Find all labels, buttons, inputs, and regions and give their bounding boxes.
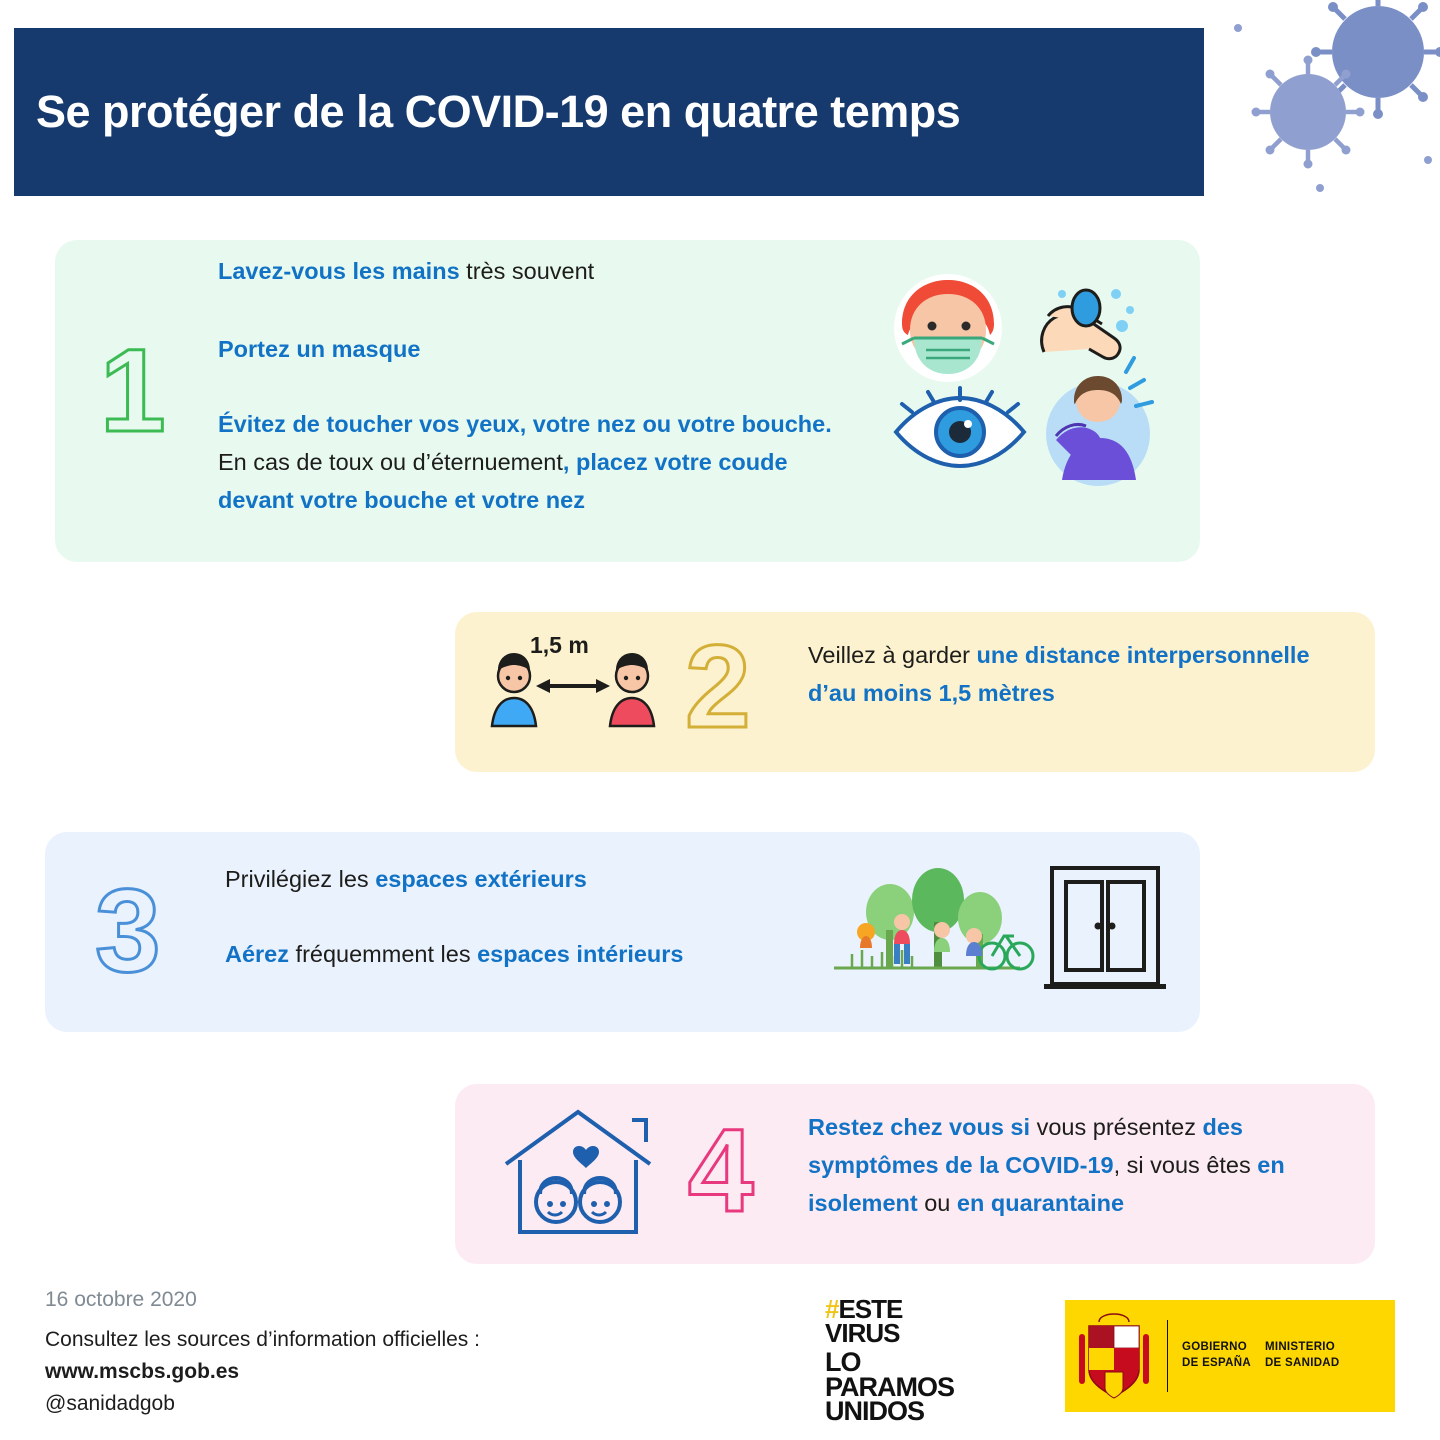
handwashing-icon — [1042, 289, 1134, 359]
step-1-illustrations — [880, 268, 1170, 498]
step-1-line-1 — [218, 252, 858, 290]
step-1-line-3-bold-a: Évitez de toucher vos yeux, votre nez ou votre bouche. — [218, 411, 832, 437]
eye-icon — [896, 388, 1024, 466]
step-1-line-3 — [218, 405, 858, 519]
step-4-bold-b: des symptômes de la COVID-19 — [808, 1114, 1243, 1179]
stay-home-icon — [506, 1112, 650, 1232]
step-3-illustrations — [830, 860, 1170, 1000]
header-banner — [14, 28, 1204, 196]
step-4-number: 4 — [688, 1105, 754, 1237]
step-4-bold-c: en isolement — [808, 1152, 1285, 1217]
open-window-icon — [1044, 868, 1166, 989]
step-2-plain: Veillez à garder — [808, 642, 977, 668]
sneeze-into-elbow-icon — [1046, 358, 1152, 486]
spain-coat-of-arms-icon — [1075, 1310, 1153, 1402]
gov-name — [1182, 1340, 1251, 1371]
official-website-link[interactable]: www.mscbs.gob.es — [45, 1360, 240, 1383]
campaign-hash: # — [825, 1294, 839, 1324]
campaign-line-4: PARAMOS — [825, 1371, 955, 1402]
page-title: Se protéger de la COVID-19 en quatre temps — [36, 86, 961, 137]
step-4-plain-a: vous présentez — [1030, 1114, 1203, 1140]
distance-label: 1,5 m — [530, 632, 589, 658]
government-logo — [1065, 1300, 1395, 1412]
step-2-text — [808, 636, 1328, 712]
step-1-line-3-bold-b: , placez votre coude devant votre bouche et votre nez — [218, 449, 788, 514]
step-3-line-2-bold-a: Aérez — [225, 941, 290, 967]
person-with-mask-icon — [894, 274, 1002, 382]
ministry-name-line-2: DE SANIDAD — [1264, 1357, 1340, 1369]
step-3-line-2 — [225, 935, 785, 973]
park-outdoors-icon — [834, 868, 1033, 969]
step-3-line-1-plain: Privilégiez les — [225, 866, 376, 892]
step-1-line-2 — [218, 330, 858, 368]
step-2-illustration — [480, 630, 670, 750]
campaign-logo — [825, 1294, 1010, 1427]
step-3-line-1 — [225, 860, 785, 898]
step-3-number: 3 — [95, 865, 161, 997]
step-4-plain-b: , si vous êtes — [1113, 1152, 1258, 1179]
campaign-line-3: LO — [825, 1346, 861, 1377]
step-1-line-1-bold: Lavez-vous les mains — [218, 258, 460, 284]
step-4-text — [808, 1108, 1368, 1222]
step-4-illustration — [490, 1098, 680, 1248]
logo-divider — [1167, 1320, 1168, 1392]
step-1-line-1-rest: très souvent — [459, 258, 595, 284]
gov-name-line-1: GOBIERNO — [1182, 1341, 1248, 1354]
social-handle[interactable]: @sanidadgob — [45, 1392, 175, 1415]
step-2-number: 2 — [685, 621, 751, 753]
step-2-bold: une distance interpersonnelle d’au moins 1,5 mètres — [808, 642, 1310, 707]
gov-name-line-2: DE ESPAÑA — [1182, 1357, 1251, 1369]
step-4-bold-a: Restez chez vous si — [808, 1114, 1031, 1140]
step-1-line-3-plain: En cas de toux ou d’éternuement — [218, 449, 563, 476]
step-4-plain-c: ou — [917, 1190, 957, 1217]
step-3-line-2-bold-b: espaces intérieurs — [477, 941, 684, 967]
campaign-line-2: VIRUS — [825, 1317, 900, 1348]
two-people-distance-icon — [492, 653, 654, 726]
publication-date: 16 octobre 2020 — [45, 1288, 197, 1311]
coronavirus-decoration-icon — [1200, 0, 1440, 230]
campaign-line-1: ESTE — [838, 1294, 903, 1324]
step-1-line-2-bold: Portez un masque — [218, 336, 421, 362]
ministry-name-line-1: MINISTERIO — [1264, 1341, 1336, 1354]
step-1-number: 1 — [100, 325, 166, 457]
sources-text: Consultez les sources d’information officielles : — [45, 1328, 480, 1351]
step-3-line-2-plain: fréquemment les — [289, 941, 478, 967]
step-3-line-1-bold: espaces extérieurs — [375, 866, 587, 892]
ministry-name — [1265, 1340, 1340, 1371]
step-4-bold-d: en quarantaine — [956, 1190, 1125, 1217]
campaign-line-5: UNIDOS — [825, 1396, 925, 1427]
